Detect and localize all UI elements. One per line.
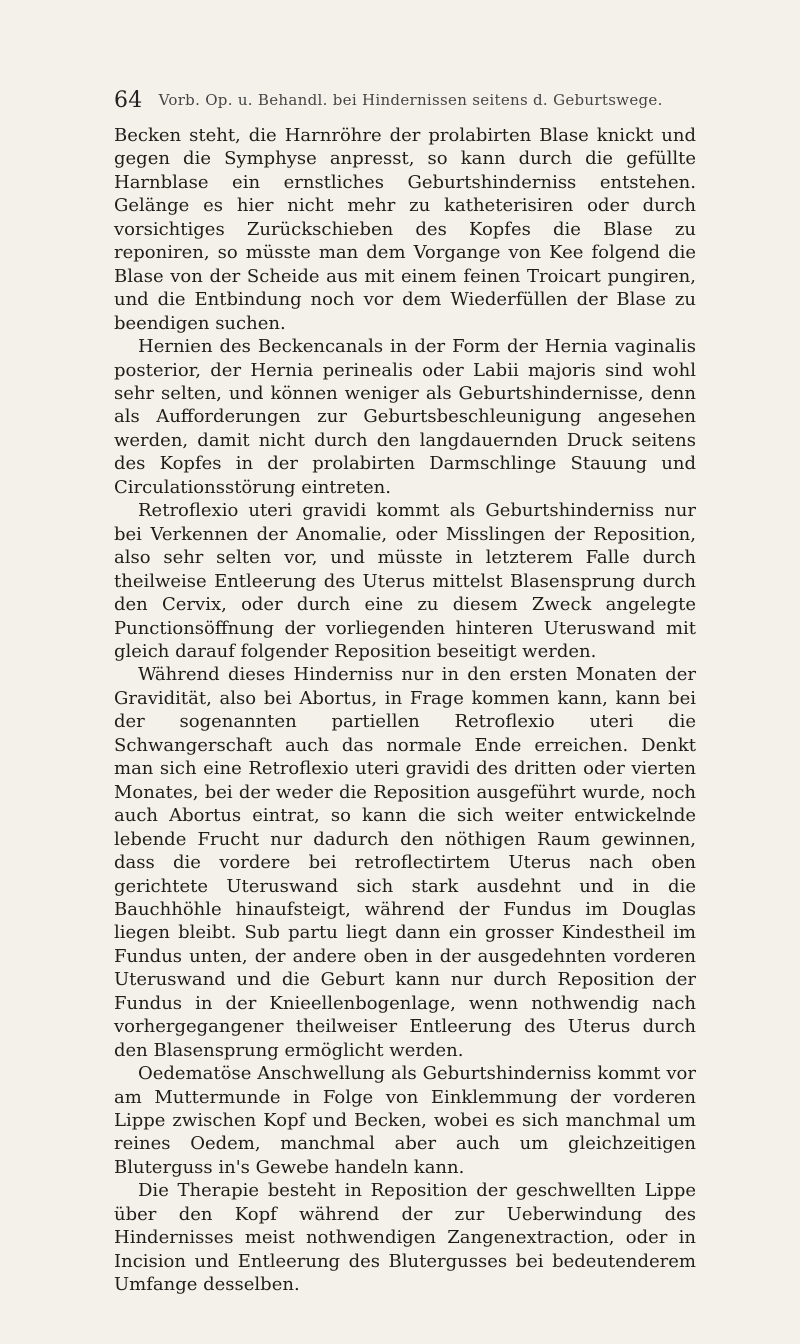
- paragraph-retroflexio: Retroflexio uteri gravidi kommt als Geburtshinderniss nur bei Verkennen der Anomalie, oder Misslingen der Reposition, also sehr selten vor, und müsste in letzterem Falle durch theilweise Entleerung des Uterus mittelst Blasensprung durch den Cervix, oder durch eine zu diesem Zweck angelegte Punctionsöffnung der vorliegenden hinteren Uteruswand mit gleich darauf folgender Reposition beseitigt werden.: [114, 500, 696, 662]
- paragraph-partielle-retroflexio: Während dieses Hinderniss nur in den ersten Monaten der Gravidität, also bei Abortus, in Frage kommen kann, kann bei der sogenannten partiellen Retroflexio uteri die Schwangerschaft auch das normale Ende erreichen. Denkt man sich eine Retroflexio uteri gravidi des dritten oder vierten Monates, bei der weder die Reposition ausgeführt wurde, noch auch Abortus eintrat, so kann die sich weiter entwickelnde lebende Frucht nur dadurch den nöthigen Raum gewinnen, dass die vordere bei retroflectirtem Uterus nach oben gerichtete Uteruswand sich stark ausdehnt und in die Bauchhöhle hinaufsteigt, während der Fundus im Douglas liegen bleibt. Sub partu liegt dann ein grosser Kindestheil im Fundus unten, der andere oben in der ausgedehnten vorderen Uteruswand und die Geburt kann nur durch Reposition der Fundus in der Knieellenbogenlage, wenn nothwendig nach vorhergegangener theilweiser Entleerung des Uterus durch den Blasensprung ermöglicht werden.: [114, 664, 696, 1061]
- running-title: Vorb. Op. u. Behandl. bei Hindernissen seitens d. Geburtswege.: [158, 91, 663, 109]
- page-number: 64: [114, 88, 143, 113]
- paragraph-hernien: Hernien des Beckencanals in der Form der Hernia vaginalis posterior, der Hernia perinealis oder Labii majoris sind wohl sehr selten, und können weniger als Geburtshindernisse, denn als Aufforderungen zur Geburtsbeschleunigung angesehen werden, damit nicht durch den langdauernden Druck seitens des Kopfes in der prolabirten Darmschlinge Stauung und Circulationsstörung eintreten.: [114, 336, 696, 498]
- body-text: [114, 124, 696, 1297]
- paragraph-bladder: Becken steht, die Harnröhre der prolabirten Blase knickt und gegen die Symphyse anpresst, so kann durch die gefüllte Harnblase ein ernstliches Geburtshinderniss entstehen. Gelänge es hier nicht mehr zu katheterisiren oder durch vorsichtiges Zurückschieben des Kopfes die Blase zu reponiren, so müsste man dem Vorgange von Kee folgend die Blase von der Scheide aus mit einem feinen Troicart pungiren, und die Entbindung noch vor dem Wiederfüllen der Blase zu beendigen suchen.: [114, 125, 696, 334]
- paragraph-therapie: Die Therapie besteht in Reposition der geschwellten Lippe über den Kopf während der zur Ueberwindung des Hindernisses meist nothwendigen Zangenextraction, oder in Incision und Entleerung des Blutergusses bei bedeutenderem Umfange desselben.: [114, 1180, 696, 1296]
- running-header: [114, 88, 694, 113]
- paragraph-oedem: Oedematöse Anschwellung als Geburtshinderniss kommt vor am Muttermunde in Folge von Einklemmung der vorderen Lippe zwischen Kopf und Becken, wobei es sich manchmal um reines Oedem, manchmal aber auch um gleichzeitigen Bluterguss in's Gewebe handeln kann.: [114, 1063, 696, 1178]
